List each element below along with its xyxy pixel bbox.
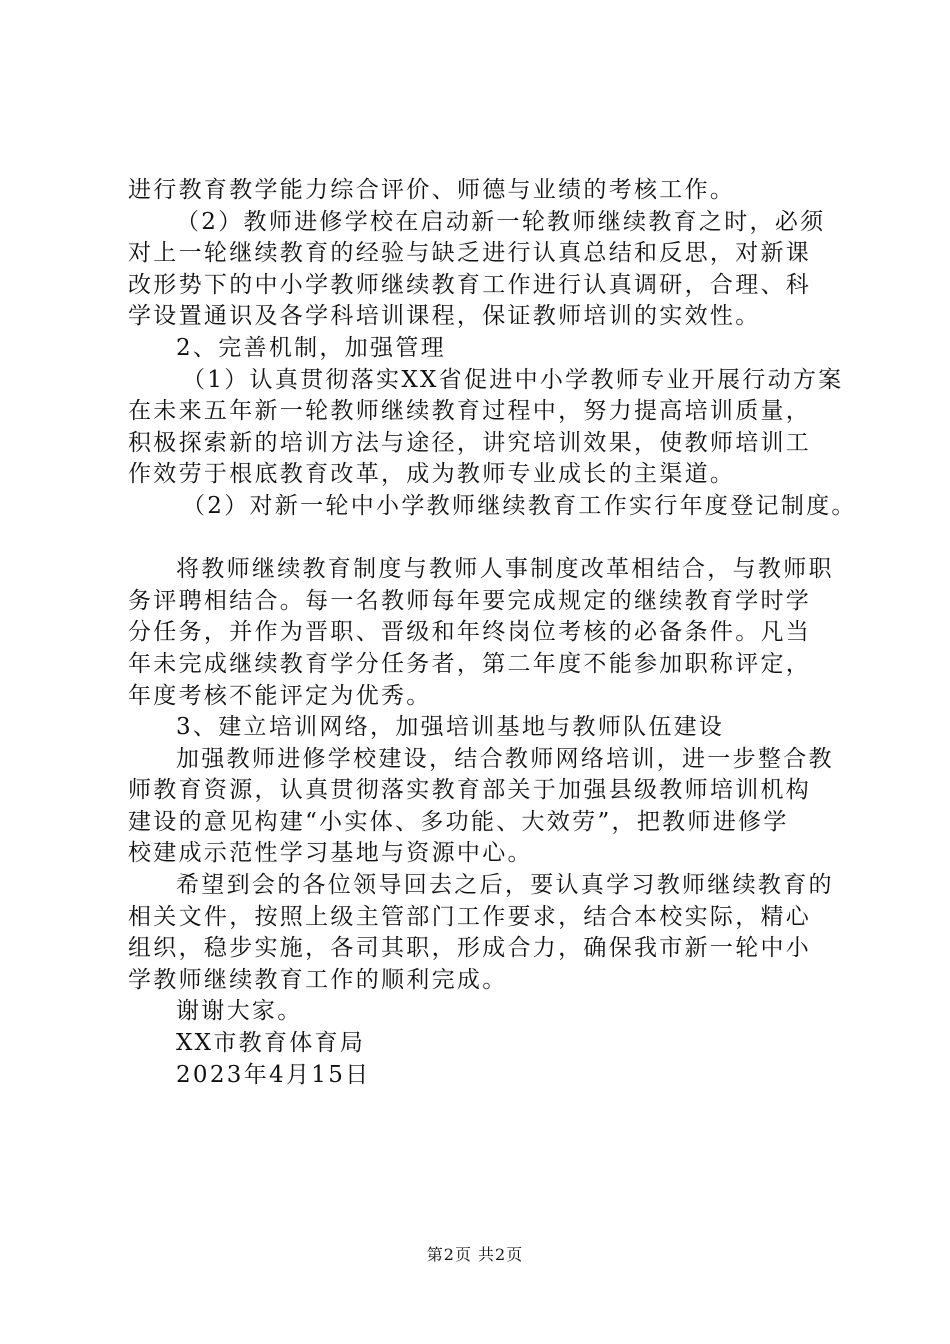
paragraph-line: 组织，稳步实施，各司其职，形成合力，确保我市新一轮中小 xyxy=(128,935,812,962)
paragraph-line: （2）教师进修学校在启动新一轮教师继续教育之时，必须 xyxy=(176,208,826,235)
paragraph-line: 将教师继续教育制度与教师人事制度改革相结合，与教师职 xyxy=(176,556,834,583)
paragraph-line: 相关文件，按照上级主管部门工作要求，结合本校实际，精心 xyxy=(128,903,812,930)
paragraph-line: 师教育资源，认真贯彻落实教育部关于加强县级教师培训机构 xyxy=(128,777,812,804)
signature-organization: XX市教育体育局 xyxy=(176,1030,366,1057)
page-footer xyxy=(0,1242,950,1265)
paragraph-line: 务评聘相结合。每一名教师每年要完成规定的继续教育学时学 xyxy=(128,587,812,614)
signature-date: 2023年4月15日 xyxy=(176,1061,371,1088)
paragraph-line: 作效劳于根底教育改革，成为教师专业成长的主渠道。 xyxy=(128,461,736,488)
paragraph-line: 分任务，并作为晋职、晋级和年终岗位考核的必备条件。凡当 xyxy=(128,619,812,646)
section-heading: 3、建立培训网络，加强培训基地与教师队伍建设 xyxy=(176,714,725,741)
paragraph-line: 在未来五年新一轮教师继续教育过程中，努力提高培训质量， xyxy=(128,398,812,425)
closing-thanks: 谢谢大家。 xyxy=(176,998,303,1025)
paragraph-line: 改形势下的中小学教师继续教育工作进行认真调研，合理、科 xyxy=(128,271,812,298)
paragraph-line: 年未完成继续教育学分任务者，第二年度不能参加职称评定， xyxy=(128,650,812,677)
paragraph-line: 学教师继续教育工作的顺利完成。 xyxy=(128,966,508,993)
page-number-label: 第2页 共2页 xyxy=(426,1245,524,1264)
paragraph-line: 学设置通识及各学科培训课程，保证教师培训的实效性。 xyxy=(128,303,761,330)
paragraph-line: 加强教师进修学校建设，结合教师网络培训，进一步整合教 xyxy=(176,745,834,772)
document-body xyxy=(128,175,857,1091)
paragraph-line: 希望到会的各位领导回去之后，要认真学习教师继续教育的 xyxy=(176,872,834,899)
section-heading: 2、完善机制，加强管理 xyxy=(176,334,446,361)
paragraph-line: 校建成示范性学习基地与资源中心。 xyxy=(128,840,533,867)
paragraph-line: 对上一轮继续教育的经验与缺乏进行认真总结和反思，对新课 xyxy=(128,240,812,267)
paragraph-line: 建设的意见构建“小实体、多功能、大效劳”，把教师进修学 xyxy=(128,808,789,835)
paragraph-line: （1）认真贯彻落实XX省促进中小学教师专业开展行动方案 xyxy=(182,366,844,393)
paragraph-line: 积极探索新的培训方法与途径，讲究培训效果，使教师培训工 xyxy=(128,429,812,456)
paragraph-line: （2）对新一轮中小学教师继续教育工作实行年度登记制度。 xyxy=(182,492,857,519)
paragraph-line: 年度考核不能评定为优秀。 xyxy=(128,682,432,709)
paragraph-line: 进行教育教学能力综合评价、师德与业绩的考核工作。 xyxy=(128,177,736,203)
paragraph-gap xyxy=(128,523,848,555)
